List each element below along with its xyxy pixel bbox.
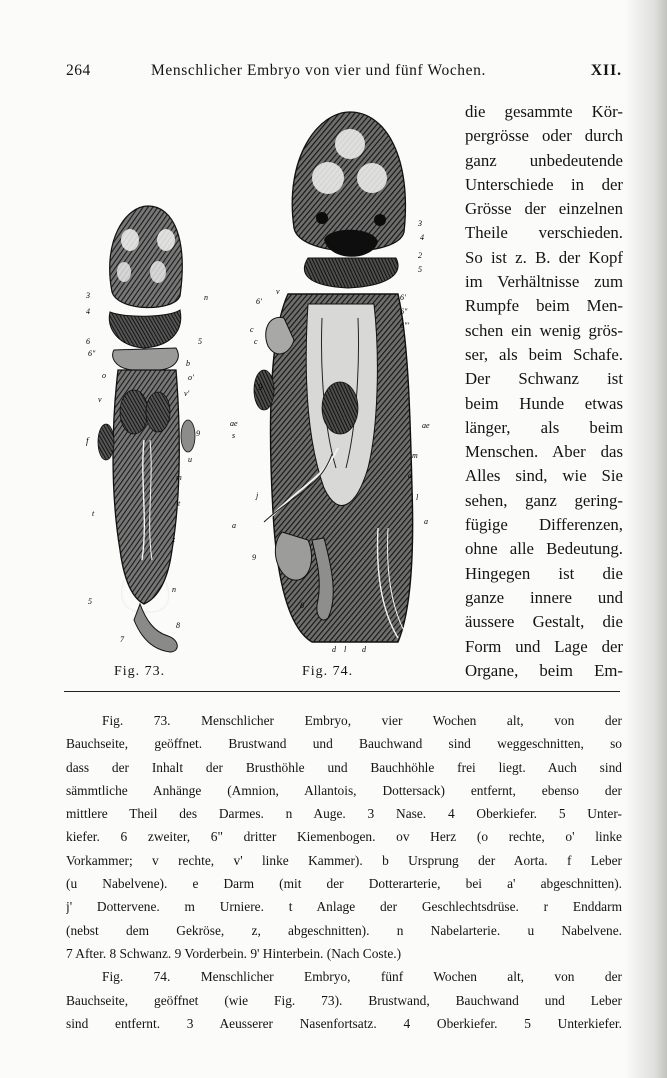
caption-line: j' Dottervene. m Urniere. t Anlage der Geschlechtsdrüse. r Enddarm	[66, 899, 622, 915]
text-line: Organe, beim Em-	[465, 660, 623, 680]
caption-line: (nebst dem Gekröse, z, abgeschnitten). n Nabelarterie. u Nabelvene.	[66, 922, 622, 938]
caption-line: (u Nabelvene). e Darm (mit der Dotterarterie, bei a' abgeschnitten).	[66, 876, 622, 892]
figure-letter: 9	[252, 553, 256, 562]
text-line: beim Hunde etwas	[465, 393, 623, 413]
text-line: sehen, ganz gering-	[465, 490, 623, 510]
figure-letter: v	[98, 395, 102, 404]
figure-letter: ae	[230, 419, 238, 428]
figure-letter: b	[186, 359, 190, 368]
figure-letter: 6"	[88, 349, 96, 358]
caption-line: Fig. 73. Menschlicher Embryo, vier Wochen alt, von der	[102, 713, 622, 728]
figure-letter: 9	[196, 429, 200, 438]
text-line: ohne alle Bedeutung.	[465, 539, 623, 559]
text-line: länger, als beim	[465, 417, 623, 437]
figure-letter: a	[232, 521, 236, 530]
text-line: im Verhältnisse zum	[465, 272, 623, 292]
figure-letter: a	[408, 471, 412, 480]
text-line: Alles sind, wie Sie	[465, 466, 623, 486]
figure-letter: l	[416, 493, 419, 502]
figure-letter: 8	[176, 621, 180, 630]
figure-letter: u	[188, 455, 192, 464]
figure-letter: d	[332, 645, 336, 654]
figure-letter: v	[276, 287, 280, 296]
figure-letter: 9	[258, 382, 263, 392]
text-line: schen ein wenig grös-	[465, 320, 623, 340]
figure-letter: s	[232, 431, 236, 440]
figure-captions	[66, 709, 622, 1035]
figure-letter: l	[344, 645, 347, 654]
caption-divider	[64, 691, 620, 692]
figure-74-label: Fig. 74.	[302, 664, 354, 679]
figure-letter: m	[176, 473, 182, 482]
page-header	[66, 62, 626, 86]
caption-line: Bauchseite, geöffnet. Brustwand und Bauchwand sind weggeschnitten, so	[66, 736, 622, 752]
figure-letter: o'	[188, 373, 194, 382]
caption-line: mittlere Theil des Darmes. n Auge. 3 Nase. 4 Oberkiefer. 5 Unter-	[66, 806, 622, 822]
figure-letter: 6'	[256, 297, 262, 306]
figure-letter: o	[102, 371, 106, 380]
caption-line: 7 After. 8 Schwanz. 9 Vorderbein. 9' Hinterbein. (Nach Coste.)	[66, 945, 402, 961]
figure-letter: d	[362, 645, 366, 654]
figure-letter: 6"'	[400, 321, 410, 330]
figure-letter: 5	[198, 337, 202, 346]
figure-73-embryo-illustration	[84, 200, 214, 658]
text-line: Theile verschieden.	[465, 223, 623, 243]
figure-letter: 8	[300, 601, 304, 610]
page-number: 264	[66, 62, 91, 79]
figure-letter: 3	[418, 219, 422, 228]
figure-letter: m	[412, 451, 418, 460]
figure-letter: 4	[86, 307, 90, 316]
text-line: Hingegen ist die	[465, 563, 623, 583]
figure-letter: v'	[184, 389, 190, 398]
caption-line: dass der Inhalt der Brusthöhle und Bauchhöhle frei liegt. Auch sind	[66, 759, 622, 775]
text-line: Form und Lage der	[465, 636, 623, 656]
caption-line: sind entfernt. 3 Aeusserer Nasenfortsatz. 4 Oberkiefer. 5 Unterkiefer.	[66, 1015, 622, 1031]
caption-line: Bauchseite, geöffnet (wie Fig. 73). Brustwand, Bauchwand und Leber	[66, 992, 622, 1008]
caption-line: sämmtliche Anhänge (Amnion, Allantois, Dottersack) entfernt, ebenso der	[66, 782, 622, 798]
figure-letter: j	[256, 491, 259, 500]
figure-letter: 6	[86, 337, 90, 346]
figure-letter: 4	[420, 233, 424, 242]
figure-letter: 6"	[400, 307, 408, 316]
chapter-number: XII.	[590, 62, 622, 79]
text-line: Grösse der einzelnen	[465, 199, 623, 219]
figure-letter: 2	[418, 251, 422, 260]
figure-letter: f	[86, 436, 89, 446]
text-line: ganz unbedeutende	[465, 150, 623, 170]
text-line: die gesammte Kör-	[465, 102, 623, 121]
text-line: Unterschiede in der	[465, 174, 623, 194]
figure-letter: t	[92, 509, 95, 518]
text-line: pergrösse oder durch	[465, 126, 623, 146]
text-line: Rumpfe beim Men-	[465, 296, 623, 316]
caption-line: Fig. 74. Menschlicher Embryo, fünf Wochen alt, von der	[102, 969, 622, 985]
figure-74-embryo-illustration	[228, 108, 438, 656]
figure-letter: 5	[418, 265, 422, 274]
body-text-column	[465, 100, 623, 683]
text-line: äussere Gestalt, die	[465, 612, 623, 632]
figure-letter: ae	[422, 421, 430, 430]
running-title: Menschlicher Embryo von vier und fünf Wochen.	[151, 62, 486, 79]
figure-letter: c	[254, 337, 258, 346]
text-line: ser, als beim Schafe.	[465, 344, 623, 364]
figure-letter: 3	[86, 291, 90, 300]
figure-73-label: Fig. 73.	[114, 664, 166, 679]
figure-letter: c	[250, 325, 254, 334]
figure-letter: n	[172, 585, 176, 594]
page-edge-shadow	[625, 0, 667, 1078]
figure-letter: n	[204, 293, 208, 302]
text-line: So ist z. B. der Kopf	[465, 247, 623, 267]
figure-letter: 6'	[400, 293, 406, 302]
figure-letter: z	[172, 535, 176, 544]
figure-letter: a	[424, 517, 428, 526]
text-line: fügige Differenzen,	[465, 515, 623, 535]
caption-line: Vorkammer; v rechte, v' linke Kammer). b Ursprung der Aorta. f Leber	[66, 852, 622, 868]
caption-line: kiefer. 6 zweiter, 6" dritter Kiemenbogen. ov Herz (o rechte, o' linke	[66, 829, 622, 845]
text-line: ganze innere und	[465, 587, 623, 607]
figure-letter: 7	[120, 635, 124, 644]
figure-letter: t	[178, 499, 181, 508]
figure-letter: 5	[88, 597, 92, 606]
text-line: Menschen. Aber das	[465, 442, 623, 462]
text-line: Der Schwanz ist	[465, 369, 623, 389]
